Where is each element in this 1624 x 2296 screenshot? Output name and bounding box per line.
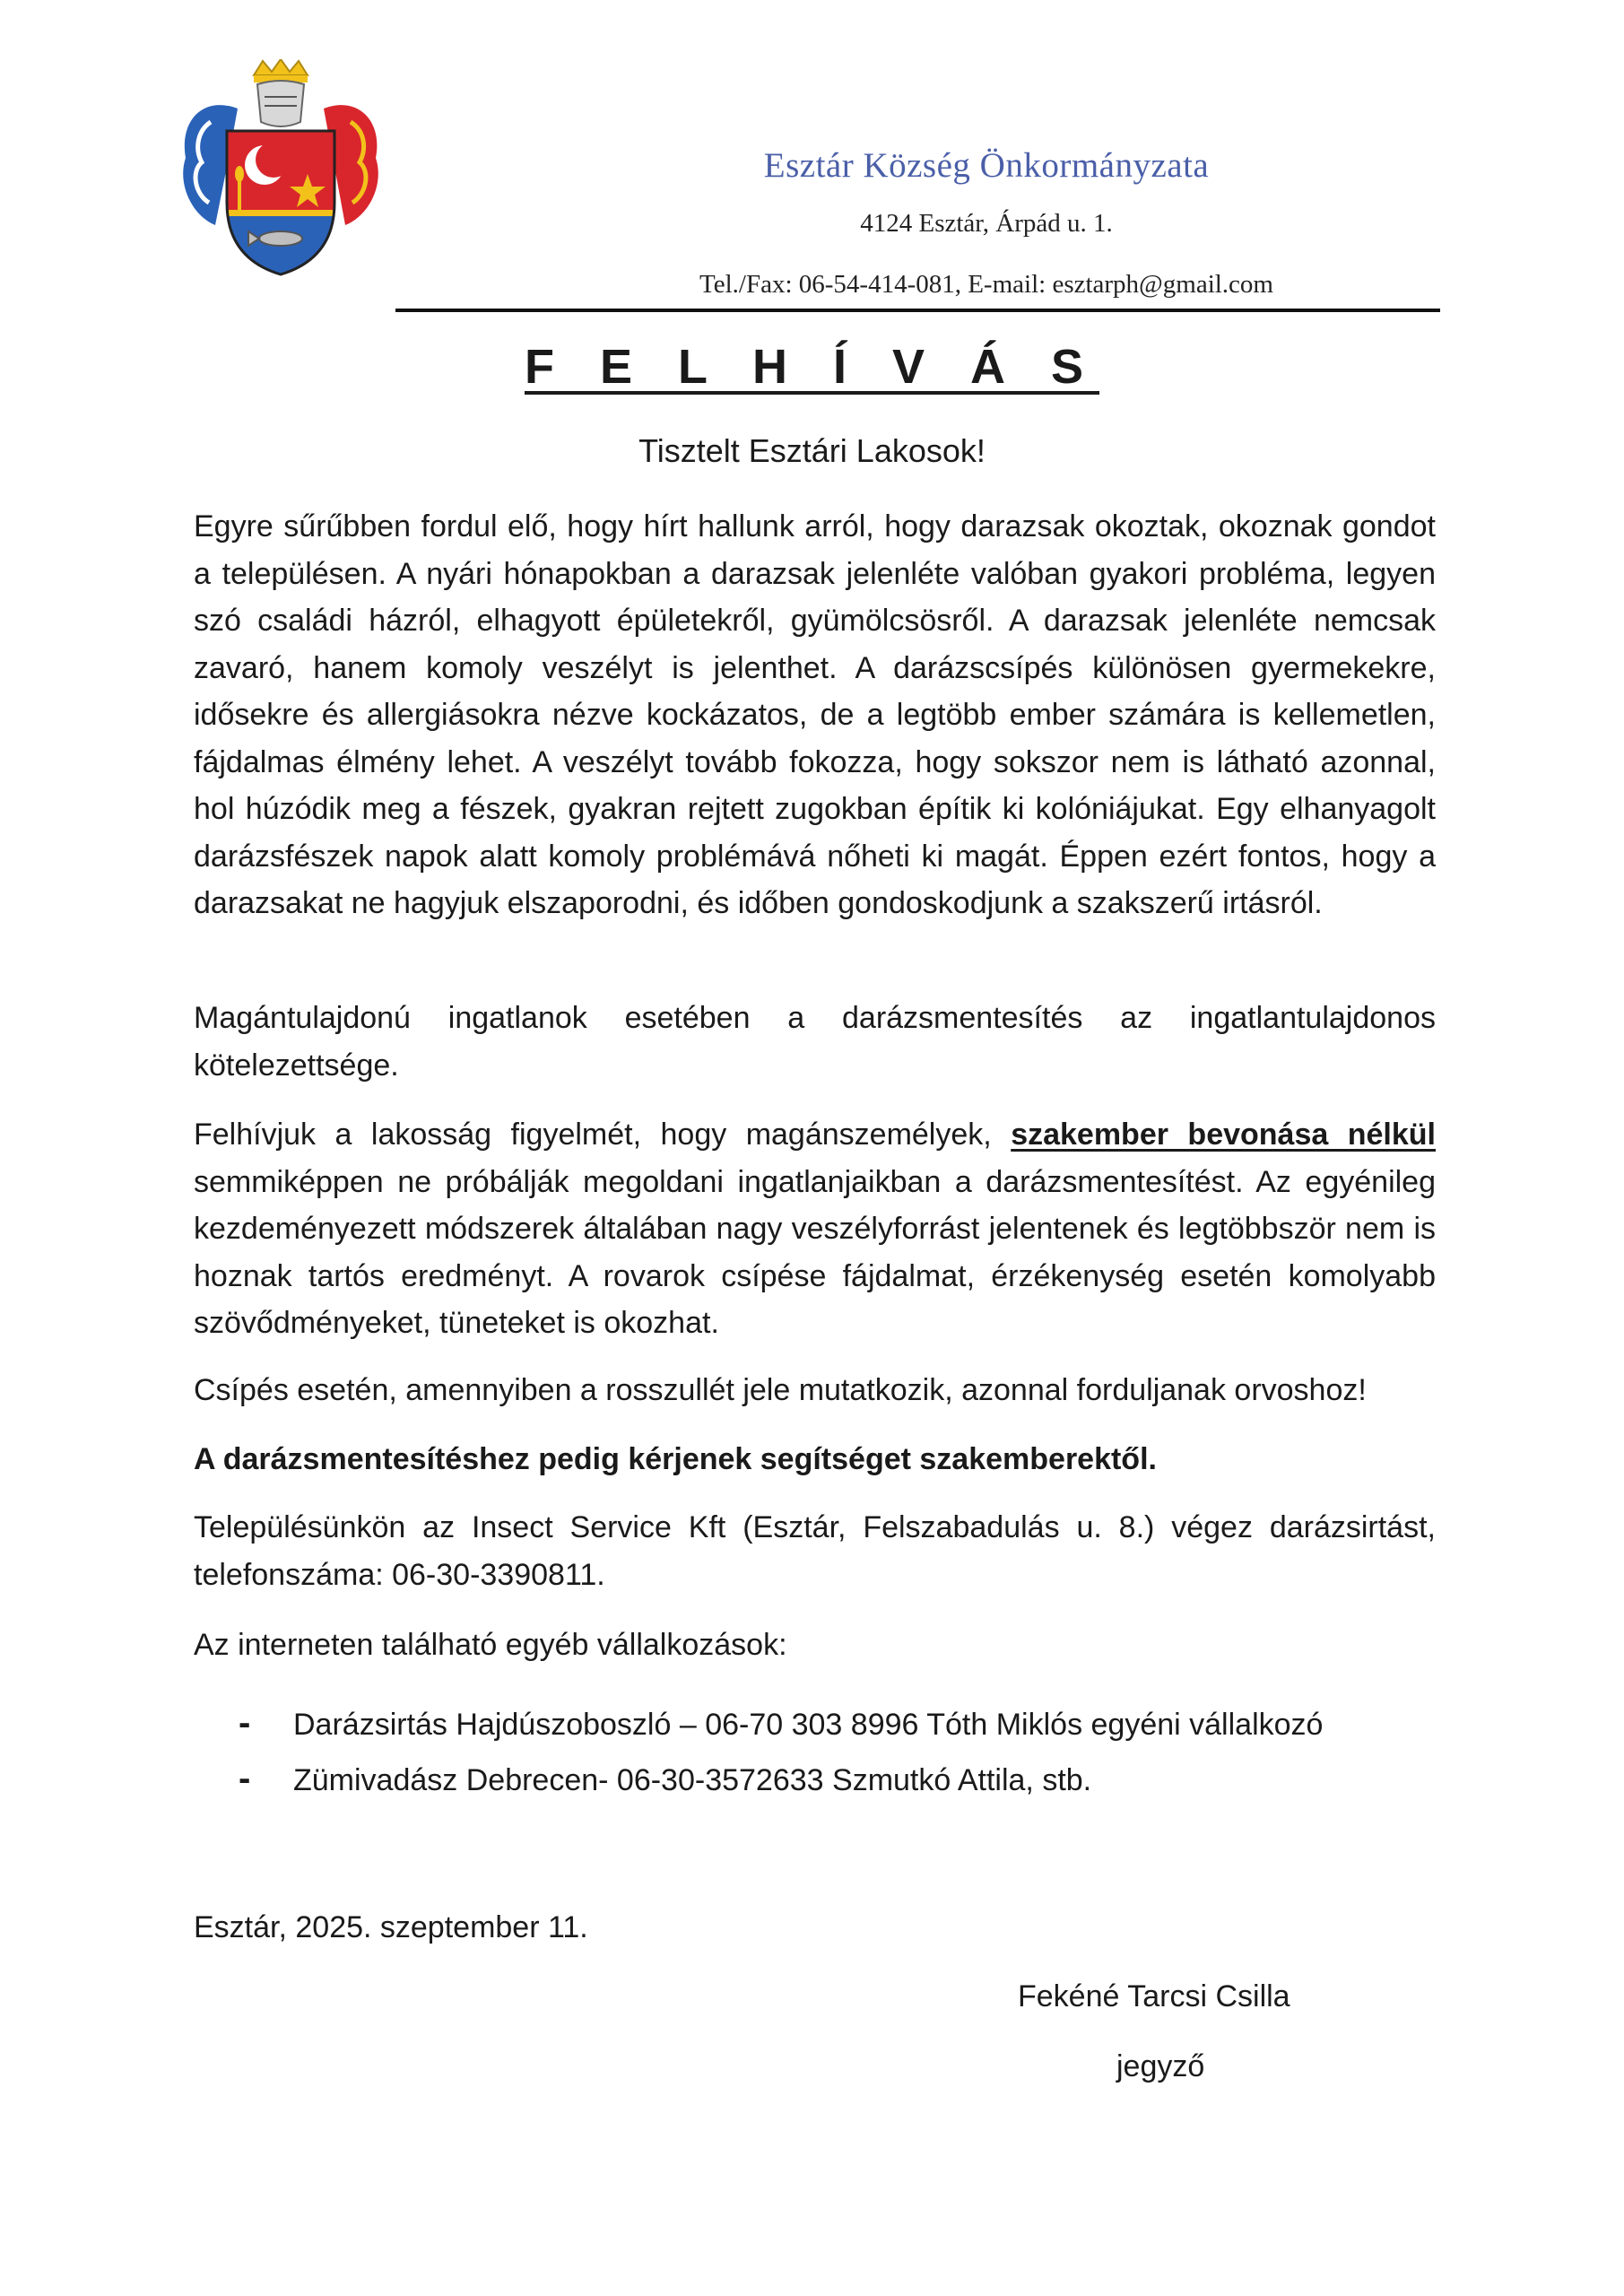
list-item: [239, 1751, 1323, 1806]
signer-name: Fekéné Tarcsi Csilla: [1018, 1979, 1290, 2013]
paragraph-warning: [194, 1111, 1436, 1347]
paragraph-wasp-problem: Egyre sűrűbben fordul elő, hogy hírt hallunk arról, hogy darazsak okoztak, okoznak gondot a településen. A nyári hónapokban a darazsak jelenléte valóban gyakori probléma, legyen szó családi házról, elhagyott épületekről, gyümölcsösről. A darazsak jelenléte nemcsak zavaró, hanem komoly veszélyt is jelenthet. A darázscsípés különösen gyermekekre, idősekre és allergiásokra nézve kockázatos, de a legtöbb ember számára is kellemetlen, fájdalmas élmény lehet. A veszélyt tovább fokozza, hogy sokszor nem is látható azonnal, hol húzódik meg a fészek, gyakran rejtett zugokban építik ki kolóniájukat. Egy elhanyagolt darázsfészek napok alatt komoly problémává nőheti ki magát. Éppen ezért fontos, hogy a darazsakat ne hagyjuk elszaporodni, és időben gondoskodjunk a szakszerű irtásról.: [194, 509, 1436, 920]
place-and-date: Esztár, 2025. szeptember 11.: [194, 1910, 588, 1944]
coat-of-arms-icon: [175, 59, 386, 280]
paragraph-warning-intro: Felhívjuk a lakosság figyelmét, hogy magánszemélyek,: [194, 1118, 1012, 1152]
organization-name: Esztár Község Önkormányzata: [763, 146, 1210, 185]
salutation: Tisztelt Esztári Lakosok!: [638, 432, 986, 469]
paragraph-warning-rest: semmiképpen ne próbálják megoldani ingatlanjaikban a darázsmentesítést. Az egyénileg kezdeményezett módszerek általában nagy veszélyforrást jelentenek és legtöbbször nem is hoznak tartós eredményt. A rovarok csípése fájdalmat, érzékenység esetén komolyabb szövődményeket, tüneteket is okozhat.: [194, 1164, 1436, 1340]
paragraph-doctor-advice: Csípés esetén, amennyiben a rosszullét jele mutatkozik, azonnal forduljanak orvoshoz!: [194, 1373, 1367, 1407]
paragraph-owner-obligation: Magántulajdonú ingatlanok esetében a darázsmentesítés az ingatlantulajdonos kötelezettsége.: [194, 1001, 1436, 1083]
paragraph-local-provider: Településünkön az Insect Service Kft (Esztár, Felszabadulás u. 8.) végez darázsirtást, telefonszáma: 06-30-3390811.: [194, 1510, 1436, 1592]
expert-emphasis: szakember bevonása nélkül: [1011, 1118, 1436, 1152]
paragraph-seek-experts: A darázsmentesítéshez pedig kérjenek segítséget szakemberektől.: [194, 1442, 1157, 1476]
paragraph-other-providers: Az interneten található egyéb vállalkozások:: [194, 1628, 787, 1662]
provider-entry: Zümivadász Debrecen- 06-30-3572633 Szmutkó Attila, stb.: [293, 1763, 1092, 1797]
signer-title: jegyző: [1116, 2049, 1205, 2083]
list-item: [239, 1695, 1323, 1751]
provider-entry: Darázsirtás Hajdúszoboszló – 06-70 303 8996 Tóth Miklós egyéni vállalkozó: [293, 1708, 1324, 1742]
header-divider: [395, 309, 1440, 312]
list-bullet: -: [239, 1703, 251, 1743]
document-title: F E L H Í V Á S: [524, 340, 1100, 394]
list-bullet: -: [239, 1759, 251, 1798]
organization-contact: Tel./Fax: 06-54-414-081, E-mail: esztarph@gmail.com: [699, 270, 1273, 299]
provider-list: [239, 1695, 1323, 1806]
organization-address: 4124 Esztár, Árpád u. 1.: [860, 209, 1113, 238]
